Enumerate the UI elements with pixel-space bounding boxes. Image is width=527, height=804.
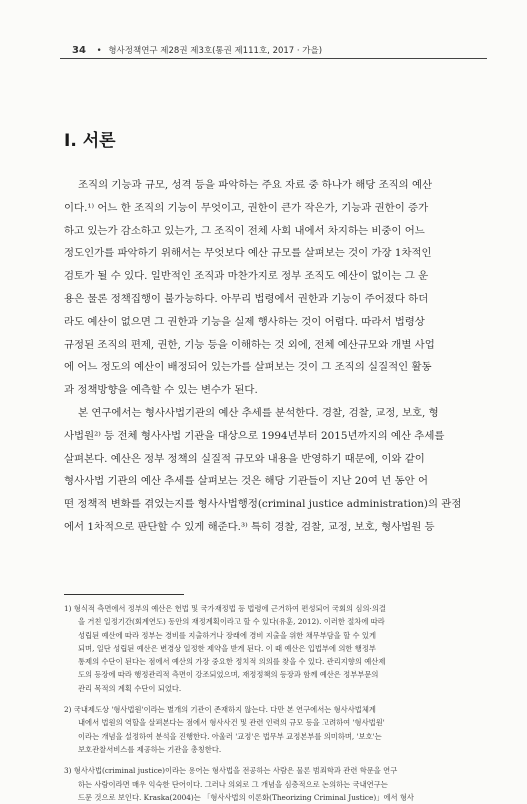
body-line: 조직의 기능과 규모, 성격 등을 파악하는 주요 자료 중 하나가 해당 조직의 예산 (78, 179, 433, 191)
body-line: 사법원²⁾ 등 전체 형사사법 기관을 대상으로 1994년부터 2015년까지의 예산 추세를 (64, 429, 445, 442)
body-line: 에 어느 정도의 예산이 배정되어 있는가를 살펴보는 것이 그 조직의 실질적인 활동 (64, 361, 432, 374)
footnote-2-line: 보호관찰서비스를 제공하는 기관을 총칭한다. (78, 744, 222, 754)
footnotes (64, 602, 494, 804)
footnote-2-line: 내에서 법원의 역할을 살펴본다는 점에서 형사사건 및 관련 인력의 규모 등을 고려하여 '형사법원' (78, 718, 385, 728)
body-line: 검토가 될 수 있다. 일반적인 조직과 마찬가지로 정부 조직도 예산이 없이는 그 운 (64, 270, 429, 283)
body-text (64, 174, 492, 539)
footnote-2-line: 이라는 개념을 설정하여 분석을 진행한다. 아울러 '교정'은 법무부 교정본부를 의미하며, '보호'는 (78, 731, 382, 741)
body-line: 에서 1차적으로 판단할 수 있게 해준다.³⁾ 특히 경찰, 검찰, 교정, 보호, 형사법원 등 (64, 520, 435, 533)
footnote-1-line: 되며, 일단 성립된 예산은 변경상 일정한 제약을 받게 된다. 이 때 예산은 입법부에 의한 행정부 (78, 643, 376, 653)
body-line: 하고 있는가 감소하고 있는가, 그 조직이 전체 사회 내에서 차지하는 비중이 어느 (64, 224, 425, 237)
body-line: 정도인가를 파악하기 위해서는 무엇보다 예산 규모를 살펴보는 것이 가장 1차적인 (64, 247, 432, 260)
body-line: 라도 예산이 없으면 그 권한과 기능을 실제 행사하는 것이 어렵다. 따라서 법령상 (64, 315, 425, 328)
body-line: 형사사법 기관의 예산 추세를 살펴보는 것은 해당 기관들이 지난 20여 년 동안 어 (64, 475, 429, 488)
page-number: 34 (72, 45, 86, 56)
body-line: 과 정책방향을 예측할 수 있는 변수가 된다. (64, 384, 258, 397)
body-line: 용은 물론 정책집행이 불가능하다. 아무리 법령에서 권한과 기능이 주어졌다 하더 (64, 292, 429, 305)
header-bullet: • (96, 46, 102, 56)
footnote-1-line: 관리 목적의 계획 수단이 되었다. (78, 683, 182, 693)
footnote-1-line: 1) 형식적 측면에서 정부의 예산은 헌법 및 국가재정법 등 법령에 근거하여 편성되어 국회의 심의·의결 (64, 604, 386, 613)
header-divider (60, 58, 487, 59)
body-line: 본 연구에서는 형사사법기관의 예산 추세를 분석한다. 경찰, 검찰, 교정, 보호, 형 (78, 406, 439, 419)
footnote-1-line: 을 거친 일정기간(회계연도) 동안의 재정계획이라고 할 수 있다(유훈, 2012). 이러한 절차에 따라 (78, 617, 385, 627)
footnote-3-line: 드문 것으로 보인다. Kraska(2004)는 「형사사법의 이론화(Theorizing Criminal Justice)」에서 형사 (78, 792, 414, 802)
footnote-1-line: 성립된 예산에 따라 정부는 경비를 지출하거나 장래에 경비 지출을 위한 채무부담을 할 수 있게 (78, 630, 377, 640)
body-line: 규정된 조직의 편제, 권한, 기능 등을 이해하는 것 외에, 전체 예산규모와 개별 사업 (64, 338, 435, 351)
footnote-divider (64, 594, 184, 595)
section-title: Ⅰ. 서론 (64, 131, 116, 151)
footnote-1-line: 도의 등장에 따라 행정관리적 측면이 강조되었으며, 재정정책의 등장과 함께 예산은 정부부문의 (78, 670, 379, 680)
journal-title: 형사정책연구 제28권 제3호(통권 제111호, 2017 · 가을) (108, 46, 323, 56)
body-line: 떤 정책적 변화를 겪었는지를 형사사법행정(criminal justice administration)의 관점 (64, 498, 462, 511)
body-line: 이다.¹⁾ 어느 한 조직의 기능이 무엇이고, 권한이 큰가 작은가, 기능과 권한이 증가 (64, 201, 429, 214)
footnote-2-line: 2) 국내제도상 '형사법원'이라는 별개의 기관이 존재하지 않는다. 다만 본 연구에서는 형사사법체계 (64, 705, 376, 715)
footnote-1-line: 통제의 수단이 된다는 점에서 예산의 가장 중요한 정치적 의의를 찾을 수 있다. 관리지향의 예산제 (78, 657, 386, 667)
footnote-3-line: 하는 사람이라면 매우 익숙한 단어이다. 그러나 의외로 그 개념을 심층적으로 논의하는 국내연구는 (78, 779, 388, 789)
footnote-3-line: 3) 형사사법(criminal justice)이라는 용어는 형사법을 전공하는 사람은 물론 범죄학과 관련 학문을 연구 (64, 766, 398, 776)
body-line: 살펴본다. 예산은 정부 정책의 실질적 규모와 내용을 반영하기 때문에, 이와 같이 (64, 452, 425, 465)
running-header (72, 44, 487, 56)
